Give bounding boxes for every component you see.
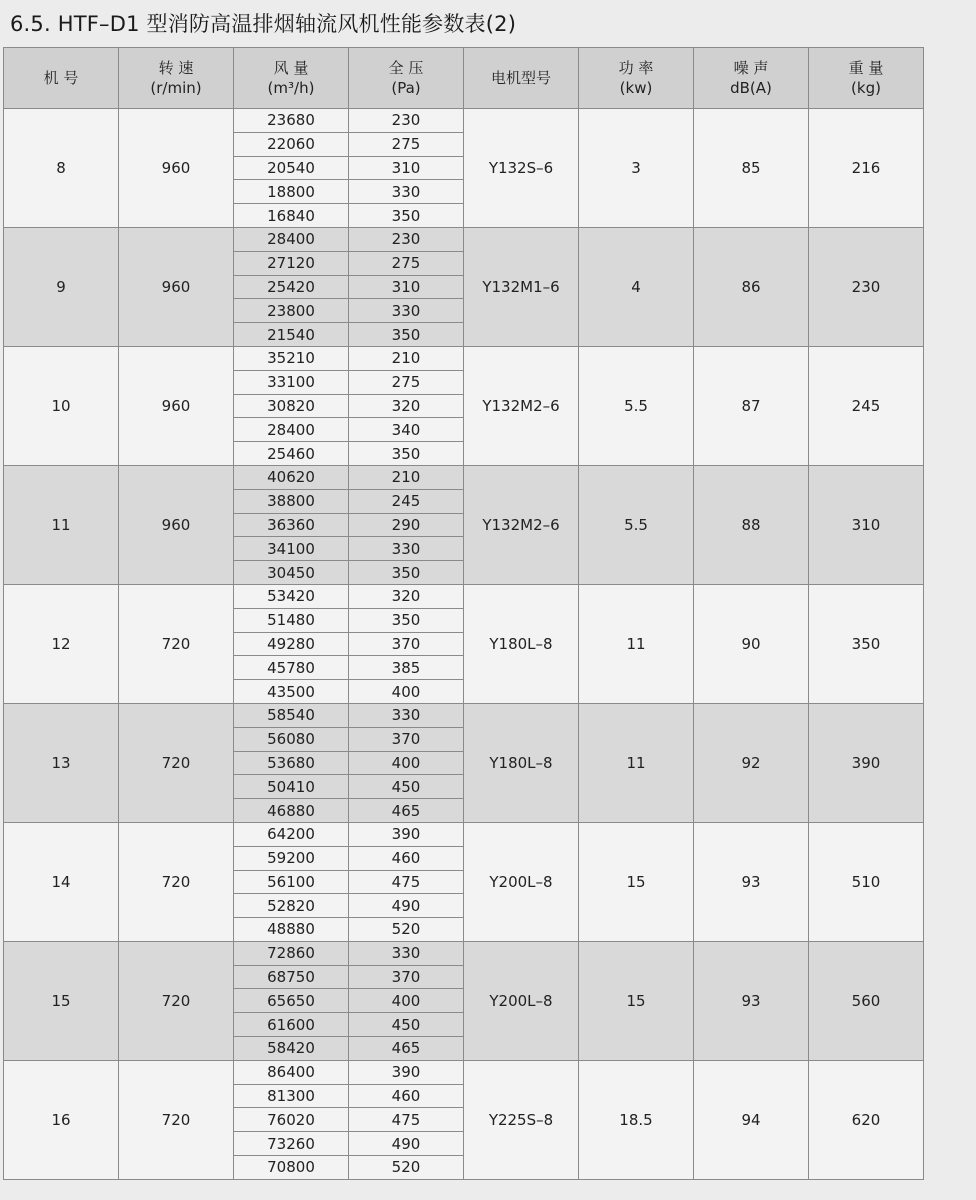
airflow-cell: 34100 [234,537,349,561]
pressure-cell: 475 [349,1108,464,1132]
pressure-cell: 450 [349,1013,464,1037]
table-row [4,109,924,133]
table-body [4,109,924,1180]
header-airflow: 风 量 (m³/h) [234,48,349,109]
table-row [4,822,924,846]
airflow-cell: 38800 [234,489,349,513]
speed-cell: 720 [119,941,234,1060]
pressure-cell: 330 [349,941,464,965]
noise-cell: 92 [694,703,809,822]
pressure-cell: 475 [349,870,464,894]
airflow-cell: 33100 [234,370,349,394]
airflow-cell: 65650 [234,989,349,1013]
motor-model-cell: Y132M2–6 [464,465,579,584]
weight-cell: 620 [809,1060,924,1179]
airflow-cell: 81300 [234,1084,349,1108]
weight-cell: 510 [809,822,924,941]
airflow-cell: 16840 [234,204,349,228]
weight-cell: 350 [809,584,924,703]
weight-cell: 310 [809,465,924,584]
pressure-cell: 490 [349,894,464,918]
airflow-cell: 72860 [234,941,349,965]
motor-model-cell: Y132M2–6 [464,346,579,465]
noise-cell: 85 [694,109,809,228]
pressure-cell: 275 [349,251,464,275]
motor-model-cell: Y180L–8 [464,584,579,703]
header-noise: 噪 声 dB(A) [694,48,809,109]
table-row [4,346,924,370]
weight-cell: 390 [809,703,924,822]
pressure-cell: 290 [349,513,464,537]
header-machine: 机 号 [4,48,119,109]
machine-number-cell: 16 [4,1060,119,1179]
airflow-cell: 76020 [234,1108,349,1132]
pressure-cell: 330 [349,299,464,323]
pressure-cell: 245 [349,489,464,513]
pressure-cell: 370 [349,965,464,989]
pressure-cell: 390 [349,822,464,846]
weight-cell: 560 [809,941,924,1060]
power-cell: 15 [579,941,694,1060]
airflow-cell: 36360 [234,513,349,537]
speed-cell: 720 [119,822,234,941]
pressure-cell: 370 [349,632,464,656]
pressure-cell: 350 [349,323,464,347]
airflow-cell: 64200 [234,822,349,846]
speed-cell: 720 [119,584,234,703]
pressure-cell: 465 [349,799,464,823]
airflow-cell: 23800 [234,299,349,323]
airflow-cell: 61600 [234,1013,349,1037]
performance-table [3,47,924,1180]
power-cell: 15 [579,822,694,941]
airflow-cell: 70800 [234,1156,349,1180]
table-row [4,941,924,965]
table-row [4,1060,924,1084]
pressure-cell: 330 [349,537,464,561]
pressure-cell: 210 [349,465,464,489]
airflow-cell: 49280 [234,632,349,656]
airflow-cell: 40620 [234,465,349,489]
pressure-cell: 460 [349,846,464,870]
airflow-cell: 86400 [234,1060,349,1084]
machine-number-cell: 10 [4,346,119,465]
pressure-cell: 450 [349,775,464,799]
pressure-cell: 210 [349,346,464,370]
power-cell: 18.5 [579,1060,694,1179]
noise-cell: 87 [694,346,809,465]
airflow-cell: 30450 [234,561,349,585]
pressure-cell: 465 [349,1037,464,1061]
table-row [4,584,924,608]
noise-cell: 86 [694,227,809,346]
pressure-cell: 400 [349,680,464,704]
machine-number-cell: 8 [4,109,119,228]
pressure-cell: 390 [349,1060,464,1084]
machine-number-cell: 11 [4,465,119,584]
machine-number-cell: 13 [4,703,119,822]
airflow-cell: 45780 [234,656,349,680]
airflow-cell: 25420 [234,275,349,299]
airflow-cell: 27120 [234,251,349,275]
header-pressure: 全 压 (Pa) [349,48,464,109]
power-cell: 11 [579,584,694,703]
pressure-cell: 320 [349,394,464,418]
airflow-cell: 56080 [234,727,349,751]
airflow-cell: 25460 [234,442,349,466]
motor-model-cell: Y200L–8 [464,941,579,1060]
pressure-cell: 350 [349,204,464,228]
pressure-cell: 370 [349,727,464,751]
airflow-cell: 52820 [234,894,349,918]
pressure-cell: 310 [349,156,464,180]
noise-cell: 88 [694,465,809,584]
airflow-cell: 28400 [234,227,349,251]
pressure-cell: 340 [349,418,464,442]
header-weight: 重 量 (kg) [809,48,924,109]
pressure-cell: 310 [349,275,464,299]
machine-number-cell: 12 [4,584,119,703]
motor-model-cell: Y132S–6 [464,109,579,228]
airflow-cell: 51480 [234,608,349,632]
table-row [4,703,924,727]
machine-number-cell: 15 [4,941,119,1060]
speed-cell: 720 [119,703,234,822]
speed-cell: 960 [119,109,234,228]
header-speed: 转 速 (r/min) [119,48,234,109]
airflow-cell: 68750 [234,965,349,989]
motor-model-cell: Y132M1–6 [464,227,579,346]
power-cell: 4 [579,227,694,346]
weight-cell: 230 [809,227,924,346]
speed-cell: 960 [119,465,234,584]
airflow-cell: 50410 [234,775,349,799]
machine-number-cell: 9 [4,227,119,346]
weight-cell: 245 [809,346,924,465]
pressure-cell: 400 [349,751,464,775]
table-row [4,227,924,251]
pressure-cell: 460 [349,1084,464,1108]
pressure-cell: 230 [349,227,464,251]
pressure-cell: 400 [349,989,464,1013]
speed-cell: 960 [119,227,234,346]
speed-cell: 960 [119,346,234,465]
airflow-cell: 73260 [234,1132,349,1156]
airflow-cell: 59200 [234,846,349,870]
airflow-cell: 53420 [234,584,349,608]
airflow-cell: 56100 [234,870,349,894]
noise-cell: 90 [694,584,809,703]
airflow-cell: 28400 [234,418,349,442]
power-cell: 3 [579,109,694,228]
speed-cell: 720 [119,1060,234,1179]
power-cell: 11 [579,703,694,822]
noise-cell: 93 [694,822,809,941]
pressure-cell: 320 [349,584,464,608]
pressure-cell: 520 [349,918,464,942]
pressure-cell: 490 [349,1132,464,1156]
pressure-cell: 230 [349,109,464,133]
pressure-cell: 350 [349,561,464,585]
page-title: 6.5. HTF–D1 型消防高温排烟轴流风机性能参数表(2) [10,12,517,36]
airflow-cell: 20540 [234,156,349,180]
power-cell: 5.5 [579,465,694,584]
motor-model-cell: Y225S–8 [464,1060,579,1179]
airflow-cell: 22060 [234,132,349,156]
pressure-cell: 275 [349,370,464,394]
motor-model-cell: Y200L–8 [464,822,579,941]
header-power: 功 率 (kw) [579,48,694,109]
pressure-cell: 385 [349,656,464,680]
airflow-cell: 53680 [234,751,349,775]
pressure-cell: 275 [349,132,464,156]
airflow-cell: 30820 [234,394,349,418]
noise-cell: 93 [694,941,809,1060]
pressure-cell: 350 [349,442,464,466]
pressure-cell: 520 [349,1156,464,1180]
airflow-cell: 35210 [234,346,349,370]
airflow-cell: 48880 [234,918,349,942]
noise-cell: 94 [694,1060,809,1179]
airflow-cell: 58540 [234,703,349,727]
pressure-cell: 330 [349,703,464,727]
header-motor: 电机型号 [464,48,579,109]
airflow-cell: 18800 [234,180,349,204]
header-row [4,48,924,109]
airflow-cell: 46880 [234,799,349,823]
motor-model-cell: Y180L–8 [464,703,579,822]
table-row [4,465,924,489]
airflow-cell: 58420 [234,1037,349,1061]
pressure-cell: 350 [349,608,464,632]
machine-number-cell: 14 [4,822,119,941]
weight-cell: 216 [809,109,924,228]
airflow-cell: 23680 [234,109,349,133]
airflow-cell: 21540 [234,323,349,347]
pressure-cell: 330 [349,180,464,204]
power-cell: 5.5 [579,346,694,465]
airflow-cell: 43500 [234,680,349,704]
